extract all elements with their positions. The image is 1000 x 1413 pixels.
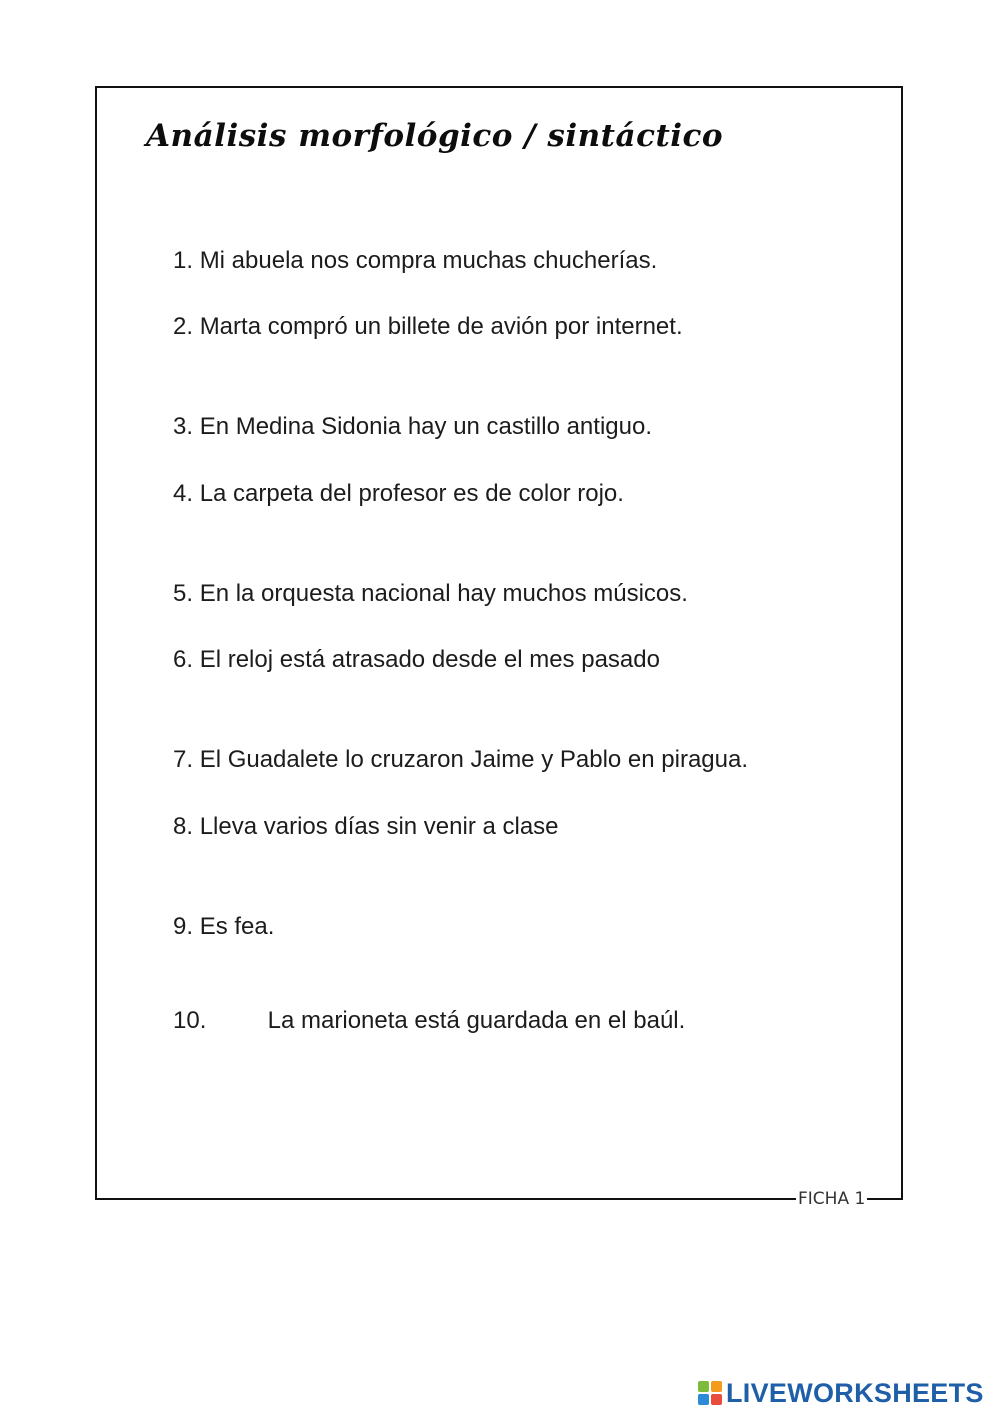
exercise-sentence: Mi abuela nos compra muchas chucherías. bbox=[199, 247, 658, 274]
liveworksheets-logo-icon bbox=[698, 1381, 722, 1405]
exercise-item-2 bbox=[173, 312, 683, 342]
exercise-sentence: La carpeta del profesor es de color rojo. bbox=[199, 480, 624, 507]
exercise-item-9 bbox=[173, 912, 274, 942]
exercise-number: 1. bbox=[173, 247, 194, 274]
exercise-sentence: Es fea. bbox=[199, 913, 275, 940]
exercise-sentence: El Guadalete lo cruzaron Jaime y Pablo en piragua. bbox=[199, 746, 749, 773]
exercise-item-1 bbox=[173, 246, 657, 276]
exercise-sentence: La marioneta está guardada en el baúl. bbox=[267, 1007, 686, 1034]
exercise-sentence: Lleva varios días sin venir a clase bbox=[199, 813, 559, 840]
liveworksheets-wordmark: LIVEWORKSHEETS bbox=[726, 1377, 984, 1408]
exercise-number: 6. bbox=[173, 646, 194, 673]
exercise-number: 10. bbox=[173, 1007, 207, 1034]
exercise-number: 4. bbox=[173, 480, 194, 507]
worksheet-title: Análisis morfológico / sintáctico bbox=[146, 118, 724, 154]
worksheet-code: FICHA 1 bbox=[798, 1189, 866, 1209]
exercise-sentence: El reloj está atrasado desde el mes pasado bbox=[199, 646, 660, 673]
liveworksheets-branding[interactable] bbox=[698, 1378, 984, 1408]
exercise-number: 9. bbox=[173, 913, 194, 940]
exercise-item-6 bbox=[173, 645, 660, 675]
exercise-number: 5. bbox=[173, 580, 194, 607]
exercise-number: 8. bbox=[173, 813, 194, 840]
exercise-item-3 bbox=[173, 412, 652, 442]
exercise-sentence: En la orquesta nacional hay muchos músicos. bbox=[199, 580, 688, 607]
exercise-item-4 bbox=[173, 479, 624, 509]
exercise-item-8 bbox=[173, 812, 559, 842]
exercise-item-5 bbox=[173, 579, 688, 609]
exercise-item-10 bbox=[173, 1006, 685, 1036]
exercise-item-7 bbox=[173, 745, 748, 775]
exercise-sentence: Marta compró un billete de avión por internet. bbox=[199, 313, 683, 340]
exercise-number: 3. bbox=[173, 413, 194, 440]
exercise-number: 2. bbox=[173, 313, 194, 340]
exercise-number: 7. bbox=[173, 746, 194, 773]
exercise-sentence: En Medina Sidonia hay un castillo antiguo. bbox=[199, 413, 652, 440]
